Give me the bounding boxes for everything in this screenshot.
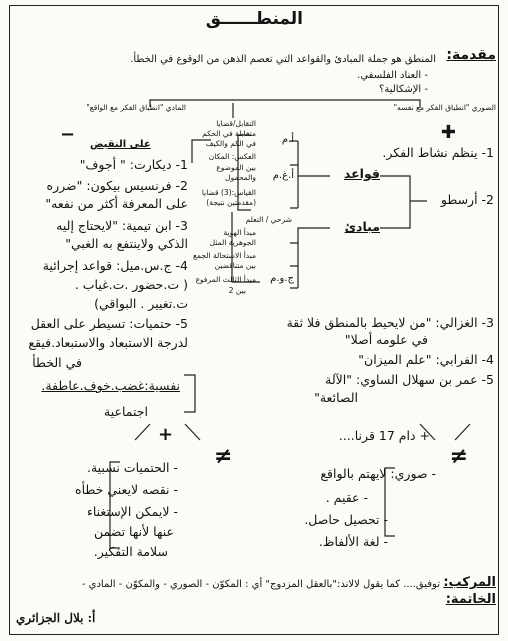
neq-left: ≠ [214,444,233,469]
left-bottom-3: - لايمكن الإستغناء [86,504,178,519]
synthesis-heading: المركب: [443,575,496,590]
formal-line: - صوري: لايهتم بالواقع [320,466,436,481]
top-bracket [150,100,420,108]
aristotle-to-principles [380,201,410,228]
intro-heading: مقدمة: [446,47,496,63]
intro-bullet-2: - الإشكالية؟ [379,84,428,95]
synthesis-text: توفيق.... كما يقول لالاند:"بالعقل المزدوج" أي : المكوّن - الصوري - والمكوّن - المادي - [81,579,440,590]
note-f: والمحمول [225,173,256,182]
conclusion-heading: الخاتمة: [445,592,496,607]
note-g: القياس:(3) قضايا [201,188,256,197]
plus-sign: ✚ [440,122,456,143]
marker-jwm: ج.و.م [270,273,294,284]
note-k: مبدأ الاستحالة الجمع [193,251,256,260]
note-m: مبدأ الثالث المرفوع [195,275,256,284]
principles-label: مبادئ [344,219,380,234]
left-line-4b: ( ت.حضور .ت.غياب . [74,277,188,292]
neq-right: ≠ [449,444,468,469]
intro-bullet-1: - العناد الفلسفي. [357,70,428,81]
determinism-bracket [184,375,195,412]
marker-am: أ.م [281,134,294,145]
right-item-3a: 3- الغزالي: "من لايحيط بالمنطق فلا ثقة [286,315,494,330]
formal-note: الصوري "انطباق الفكر مع نفسه" [393,103,496,112]
left-bottom-2: - نقصه لايعني خطأه [75,482,178,497]
note-h: (مقدمتين نتيجة) [206,198,256,207]
signature: أ: بلال الجزائري [16,611,96,625]
right-item-4: 4- الفرابي: "علم الميزان" [358,352,494,367]
right-item-5a: 5- عمر بن سهلال الساوي: "الآلة [325,372,494,387]
left-bottom-1: - الحتميات نسبية. [86,460,178,475]
right-item-3b: في علومه أصلا" [344,332,428,347]
century-note: + دام 17 قرنا.... [338,428,430,443]
right-item-1: 1- ينظم نشاط الفكر. [382,145,494,160]
side-note: شرحي / التعلم [245,215,292,224]
left-line-2a: 2- فرنسيس بيكون: "ضرره [46,178,188,193]
marker-agm: أ.غ.م [272,170,294,181]
right-item-2: 2- أرسطو [440,192,494,207]
rules-label: قواعد [343,166,380,181]
left-line-5a: 5- حتميات: تسيطر على العقل [30,316,188,331]
left-heading: على النقيض [90,139,151,150]
note-c: في الكم والكيف [205,139,256,148]
left-bottom-5: سلامة التفكير. [93,544,168,559]
words-line: - لغة الألفاظ. [318,534,388,549]
left-line-4a: 4- ج.س.ميل: قواعد إجرائية [42,258,188,273]
left-line-3a: 3- ابن تيمية: "لايحتاج إليه [56,218,188,233]
left-line-5d: نفسية:غضب.خوف.عاطفة. [41,378,180,393]
note-b: متقابلة في الحكم [202,129,256,138]
left-line-5e: اجتماعية [104,404,148,419]
left-line-3b: الذكي ولاينتفع به الغبي" [65,236,188,251]
note-n: بين 2 [228,286,246,295]
material-note: المادي "انطباق الفكر مع الواقع" [86,103,186,112]
note-l: بين متناقضين [214,261,256,270]
minus-sign: − [60,124,76,145]
right-item-5b: الصائعة" [314,390,358,405]
left-bottom-4: عنها لأنها تضمن [94,524,174,539]
left-line-1: 1- ديكارت: " أجوف" [79,157,188,172]
sterile-line: - عقيم . [325,490,368,505]
principles-branch [290,228,330,288]
left-line-5b: لدرجة الاستبعاد والاستبعاد.فيقع [28,335,188,350]
plus-left: + [158,424,174,445]
note-j: الجوهرية المثل [209,238,256,247]
tautology-line: - تحصيل حاصل. [304,512,388,527]
page-title: المنطــــــق [205,9,303,29]
note-i: مبدأ الهوية [223,228,256,237]
rules-branch-top [298,141,330,176]
note-d: العكس: المكان [208,152,256,161]
intro-definition: المنطق هو جملة المبادئ والقواعد التي تعصم الذهن من الوقوع في الخطأ. [130,54,436,65]
left-line-4c: ت.تغيير . البواقي) [94,296,188,311]
left-line-2b: على المعرفة أكثر من نفعه" [45,196,188,211]
aristotle-to-rules [380,176,427,201]
left-line-5c: في الخطأ [32,355,82,370]
note-a: التقابل/قضايا [216,119,256,128]
note-e: بين الموضوع [216,163,256,172]
